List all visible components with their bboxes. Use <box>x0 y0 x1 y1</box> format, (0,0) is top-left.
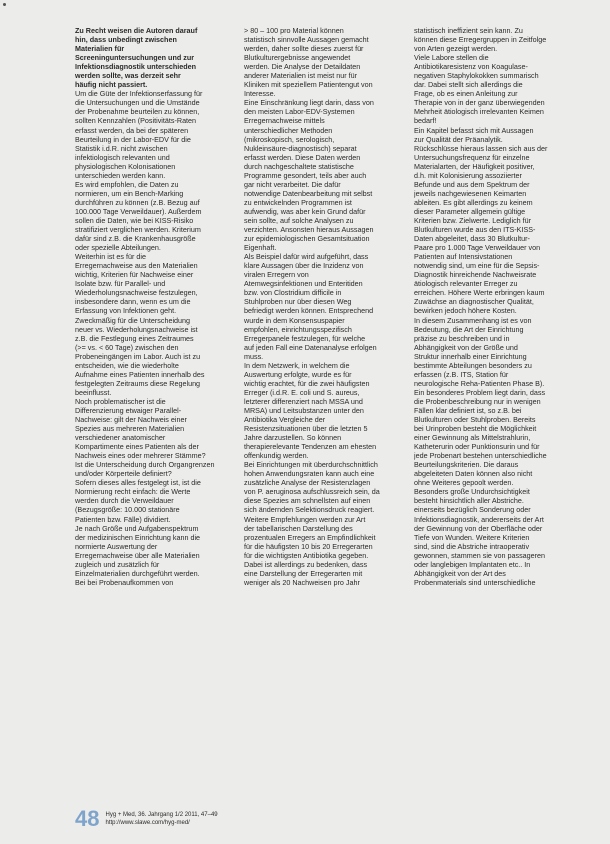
text-line: Frage, ob es einen Anleitung zur <box>414 89 518 99</box>
text-line: ohne Weiteres gepoolt werden. <box>414 478 514 488</box>
text-line: infektiologisch relevanten und <box>75 152 170 162</box>
text-line: Antibiotikaresistenz von Koagulase- <box>414 62 528 72</box>
text-line: werden, daher sollte dieses zuerst für <box>244 44 364 54</box>
text-line: auf jeden Fall eine Datenanalyse erfolgen <box>244 342 377 352</box>
text-line: gewonnen, stammen sie von passageren <box>414 550 546 560</box>
text-line: der tabellarischen Darstellung des <box>244 523 353 533</box>
text-line: 100.000 Tage Verweildauer). Außerdem <box>75 206 202 216</box>
text-line: besteht hinsichtlich aller Abstriche. <box>414 496 524 506</box>
text-line: zusätzliche Analyse der Resistenzlagen <box>244 478 371 488</box>
text-line: Zuwächse an diagnostischer Qualität, <box>414 297 534 307</box>
text-line: In diesem Zusammenhang ist es von <box>414 315 532 325</box>
text-line: stratifiziert verglichen werden. Kriterium <box>75 225 201 235</box>
text-line: sollten Kennzahlen (Positivitäts-Raten <box>75 116 197 126</box>
text-line: Mehrheit ätiologisch irrelevanten Keimen <box>414 107 544 117</box>
text-line: Eine Einschränkung liegt darin, dass von <box>244 98 374 108</box>
text-line: Ein besonderes Problem liegt darin, dass <box>414 387 546 397</box>
text-line: Statistik i.d.R. nicht zwischen <box>75 143 168 153</box>
text-line: diese Spezies am schnellsten auf einen <box>244 496 371 506</box>
text-line: bei Urinproben besteht die Möglichkeit <box>414 424 537 434</box>
text-line: viralen Erregern von <box>244 270 309 280</box>
text-line: durch nachgeschaltete statistische <box>244 161 354 171</box>
text-line: werden. Die Analyse der Detaildaten <box>244 62 361 72</box>
text-line: ätiologisch relevanter Erreger zu <box>414 279 518 289</box>
text-line: für die wichtigsten Antibiotika gegeben. <box>244 550 369 560</box>
lead-line: häufig nicht passiert. <box>75 80 148 90</box>
text-line: präzise zu beschreiben und in <box>414 333 510 343</box>
text-line: die Probenbeschreibung nur in wenigen <box>414 396 541 406</box>
text-line: Spezies aus mehreren Materialien <box>75 424 185 434</box>
text-line: (>= vs. < 60 Tage) zwischen den <box>75 342 179 352</box>
text-line: Befunde und aus dem Spektrum der <box>414 179 530 189</box>
text-line: d.h. mit Kolonisierung assoziierter <box>414 170 522 180</box>
text-line: Kompartimente eines Patienten als der <box>75 442 199 452</box>
text-line: neurologische Reha-Patienten Phase B). <box>414 378 545 388</box>
text-line: Bedeutung, die Art der Einrichtung <box>414 324 524 334</box>
text-line: unterschiedlicher Methoden <box>244 125 333 135</box>
text-line: statistisch ineffizient sein kann. Zu <box>414 26 523 35</box>
text-line: normierte Auswertung der <box>75 541 158 551</box>
text-line: der Gewinnung von der Oberfläche oder <box>414 523 543 533</box>
lead-paragraph <box>75 26 238 89</box>
text-line: Wiederholungsnachweise festzulegen, <box>75 288 198 298</box>
text-line: Stuhlproben nur über diesen Weg <box>244 297 352 307</box>
text-line: verschiedener anatomischer <box>75 433 166 443</box>
text-line: prozentualen Erregers an Empfindlichkeit <box>244 532 376 542</box>
text-line: Differenzierung etwaiger Parallel- <box>75 405 182 415</box>
text-line: weniger als 20 Nachweisen pro Jahr <box>244 577 360 587</box>
text-line: Eigenhaft. <box>244 243 277 253</box>
text-line: verzichten. Ansonsten hieraus Aussagen <box>244 225 374 235</box>
text-line: oder spezielle Abteilungen. <box>75 243 161 253</box>
text-line: Programme gesondert, teils aber auch <box>244 170 367 180</box>
journal-citation: Hyg + Med, 36. Jahrgang 1/2 2011, 47–49 <box>105 812 218 818</box>
text-line: entscheiden, wie die wiederholte <box>75 360 179 370</box>
text-line: Therapie von in der ganz überwiegenden <box>414 98 545 108</box>
text-line: Blutkulturen oder Stuhlproben. Bereits <box>414 415 536 425</box>
text-line: Nachweise: gilt der Nachweis einer <box>75 415 187 425</box>
text-line: für die häufigsten 10 bis 20 Erregerarten <box>244 541 373 551</box>
text-line: notwendige Datenbearbeitung mit selbst <box>244 188 373 198</box>
text-line: Ein Kapitel befasst sich mit Aussagen <box>414 125 534 135</box>
text-line: Materialarten, der Häufigkeit positiver, <box>414 161 535 171</box>
text-line: werden durch die Verweildauer <box>75 496 174 506</box>
text-line: Interesse. <box>244 89 276 99</box>
column-2-body <box>244 26 407 587</box>
lead-line: hin, dass unbedingt zwischen <box>75 35 177 45</box>
text-line: ableiten. Es gibt allerdings zu keinem <box>414 197 533 207</box>
text-line: bedarf! <box>414 116 437 126</box>
text-line: Kliniken mit speziellem Patientengut von <box>244 80 373 90</box>
text-line: Weitere Empfehlungen werden zur Art <box>244 514 366 524</box>
text-line: durchführen zu können (z.B. Bezug auf <box>75 197 200 207</box>
text-line: normieren, um ein Bench-Marking <box>75 188 184 198</box>
text-line: bestimmte Abteilungen besonders zu <box>414 360 532 370</box>
text-line: therapierelevante Tendenzen am ehesten <box>244 442 377 452</box>
text-line: Aufnahme eines Patienten innerhalb des <box>75 369 205 379</box>
text-line: Daten abgeleitet, dass 30 Blutkultur- <box>414 234 530 244</box>
text-line: Erregernachweise aus den Materialien <box>75 261 198 271</box>
text-column-3 <box>414 26 580 766</box>
text-line: einer Gewinnung als Mittelstrahlurin, <box>414 433 531 443</box>
text-line: Probeneingängen im Labor. Auch ist zu <box>75 351 201 361</box>
text-line: Fällen klar definiert ist, so z.B. bei <box>414 405 522 415</box>
column-1-body <box>75 89 238 587</box>
text-line: Auswertung erfolgte, wurde es für <box>244 369 352 379</box>
text-line: der Probenahme beurteilen zu können, <box>75 107 200 117</box>
text-line: können diese Erregergruppen in Zeitfolge <box>414 35 547 45</box>
text-line: Bei Einrichtungen mit überdurchschnittlich <box>244 460 378 470</box>
text-line: Blutkulturen wurde aus den ITS-KISS- <box>414 225 536 235</box>
text-line: befriedigt werden können. Entsprechend <box>244 306 374 316</box>
text-line: Erfassung von Infektionen geht. <box>75 306 177 316</box>
text-line: erreichen. Höhere Werte erbringen kaum <box>414 288 545 298</box>
text-line: und/oder Körperteile definiert? <box>75 469 172 479</box>
text-line: oder langlebigen Implantaten etc.. In <box>414 559 531 569</box>
text-line: sind, sind die Abstriche intraoperativ <box>414 541 530 551</box>
text-line: Als Beispiel dafür wird aufgeführt, dass <box>244 252 369 262</box>
text-line: Dabei ist allerdings zu bedenken, dass <box>244 559 368 569</box>
text-line: Nukleinsäure-diagnostisch) separat <box>244 143 357 153</box>
text-line: muss. <box>244 351 264 361</box>
text-line: Probenmaterials sind unterschiedliche <box>414 577 536 587</box>
text-line: Untersuchungsfrequenz für einzelne <box>414 152 530 162</box>
text-line: sich ändernden Selektionsdruck reagiert. <box>244 505 375 515</box>
lead-line: Materialien für <box>75 44 125 54</box>
footer-citation-block <box>105 808 217 827</box>
text-line: Es wird empfohlen, die Daten zu <box>75 179 179 189</box>
text-line: Patienten auf Intensivstationen <box>414 252 513 262</box>
text-line: Antibiotika Vergleiche der <box>244 415 326 425</box>
text-line: gar nicht verarbeitet. Die dafür <box>244 179 341 189</box>
text-line: die Untersuchungen und die Umstände <box>75 98 200 108</box>
text-line: zugleich und zusätzlich für <box>75 559 160 569</box>
lead-line: Infektionsdiagnostik unterschieden <box>75 62 197 72</box>
text-line: physiologischen Kolonisationen <box>75 161 176 171</box>
text-line: dafür sind z.B. die Krankenhausgröße <box>75 234 196 244</box>
text-line: erfassen (z.B. ITS, Station für <box>414 369 509 379</box>
text-line: offenkundig werden. <box>244 451 309 461</box>
text-line: dar. Dabei stellt sich allerdings die <box>414 80 523 90</box>
lead-line: Screeninguntersuchungen und zur <box>75 53 195 63</box>
text-line: den meisten Labor-EDV-Systemen <box>244 107 355 117</box>
text-line: Infektionsdiagnostik, andererseits der Art <box>414 514 544 524</box>
text-line: Kriterien bzw. Zielwerte. Lediglich für <box>414 215 532 225</box>
text-line: Viele Labore stellen die <box>414 53 489 63</box>
text-line: festgelegten Zeitraums diese Regelung <box>75 378 201 388</box>
text-line: Je nach Größe und Aufgabenspektrum <box>75 523 199 533</box>
text-line: Erregernachweise mittels <box>244 116 325 126</box>
text-line: Isolate bzw. für Parallel- und <box>75 279 166 289</box>
text-line: der medizinischen Einrichtung kann die <box>75 532 201 542</box>
text-line: Besonders große Undurchsichtigkeit <box>414 487 530 497</box>
text-line: Blutkulturergebnisse angewendet <box>244 53 351 63</box>
text-line: Resistenzsituationen über die letzten 5 <box>244 424 368 434</box>
text-line: eine Darstellung der Erregerarten mit <box>244 568 363 578</box>
text-line: aufwendig, was aber kein Grund dafür <box>244 206 366 216</box>
text-line: Erregernachweise über alle Materialien <box>75 550 200 560</box>
text-line: > 80 – 100 pro Material können <box>244 26 344 35</box>
text-line: letzterer differenziert nach MSSA und <box>244 396 363 406</box>
text-line: Abhängigkeit von der Art des <box>414 568 506 578</box>
text-line: Paare pro 1.000 Tage Verweildauer von <box>414 243 541 253</box>
text-line: Weiterhin ist es für die <box>75 252 146 262</box>
text-line: zur epidemiologischen Gesamtsituation <box>244 234 370 244</box>
text-line: klare Aussagen über die Inzidenz von <box>244 261 364 271</box>
text-line: erfasst werden, da bei der späteren <box>75 125 189 135</box>
text-line: Zweckmäßig für die Unterscheidung <box>75 315 191 325</box>
text-line: z.B. die Festlegung eines Zeitraumes <box>75 333 194 343</box>
text-line: Sofern dieses alles festgelegt ist, ist die <box>75 478 201 488</box>
text-line: sein sollte, auf solche Analysen zu <box>244 215 354 225</box>
text-line: abgeleiteten Daten können also nicht <box>414 469 533 479</box>
scan-speck <box>3 3 6 6</box>
text-line: unterschieden werden kann. <box>75 170 166 180</box>
text-line: hohen Anwendungsraten kann auch eine <box>244 469 375 479</box>
text-line: zur Qualität der Präanalytik. <box>414 134 503 144</box>
text-line: von P. aeruginosa aufschlussreich sein, da <box>244 487 380 497</box>
text-line: MRSA) und Leitsubstanzen unter den <box>244 405 364 415</box>
text-line: negativen Staphylokokken summarisch <box>414 71 539 81</box>
text-line: insbesondere dann, wenn es um die <box>75 297 191 307</box>
journal-url: http://www.slawe.com/hyg-med/ <box>105 819 190 826</box>
text-line: Rückschlüsse hieraus lassen sich aus der <box>414 143 548 153</box>
page-footer <box>75 808 218 840</box>
text-line: Abhängigkeit von der Größe und <box>414 342 518 352</box>
text-line: (mikroskopisch, serologisch, <box>244 134 335 144</box>
text-line: Katheterurin oder Punktionsurin und für <box>414 442 540 452</box>
text-line: Jahre darzustellen. So können <box>244 433 342 443</box>
text-line: Patienten bzw. Fälle) dividiert. <box>75 514 171 524</box>
lead-line: werden sollte, was derzeit sehr <box>75 71 181 81</box>
text-line: jede Probenart bestehen unterschiedliche <box>414 451 547 461</box>
page-number: 48 <box>75 806 100 831</box>
text-line: einerseits bezüglich Sonderung oder <box>414 505 531 515</box>
text-line: zu entwickelnden Programmen ist <box>244 197 352 207</box>
text-line: Beurteilungskriterien. Die daraus <box>414 460 519 470</box>
text-line: bzw. von Clostridium difficile in <box>244 288 342 298</box>
text-line: Diagnostik hinreichende Nachweisrate <box>414 270 537 280</box>
text-line: bewirken jedoch höhere Kosten. <box>414 306 517 316</box>
text-line: Normierung recht einfach: die Werte <box>75 487 191 497</box>
text-line: notwendig sind, um eine für die Sepsis- <box>414 261 540 271</box>
column-3-body <box>414 26 580 587</box>
text-line: Tiefe von Wunden. Weitere Kriterien <box>414 532 530 542</box>
text-line: anderer Materialien ist meist nur für <box>244 71 358 81</box>
text-line: statistisch sinnvolle Aussagen gemacht <box>244 35 369 45</box>
text-line: Einzelmaterialien durchgeführt werden. <box>75 568 200 578</box>
text-column-2 <box>244 26 407 781</box>
text-line: wichtig, Kriterien für Nachweise einer <box>75 270 194 280</box>
text-line: Beurteilung in der Labor-EDV für die <box>75 134 191 144</box>
text-line: Um die Güte der Infektionserfassung für <box>75 89 203 99</box>
text-line: wurde in dem Konsensuspapier <box>244 315 345 325</box>
text-line: jeweils nachgewiesenen Keimarten <box>414 188 527 198</box>
text-line: neuer vs. Wiederholungsnachweise ist <box>75 324 198 334</box>
text-line: sollen die Daten, wie bei KISS-Risiko <box>75 215 194 225</box>
text-line: (Bezugsgröße: 10.000 stationäre <box>75 505 180 515</box>
text-line: empfohlen, einrichtungsspezifisch <box>244 324 352 334</box>
text-line: Erreger (i.d.R. E. coli und S. aureus, <box>244 387 360 397</box>
lead-line: Zu Recht weisen die Autoren darauf <box>75 26 198 35</box>
text-line: dieser Parameter allgemein gültige <box>414 206 526 216</box>
text-line: Noch problematischer ist die <box>75 396 166 406</box>
text-line: erfasst werden. Diese Daten werden <box>244 152 361 162</box>
text-line: von Arten gezeigt werden. <box>414 44 498 54</box>
text-line: Struktur innerhalb einer Einrichtung <box>414 351 527 361</box>
text-line: beeinflusst. <box>75 387 112 397</box>
text-line: Erregerpanele festzulegen, für welche <box>244 333 366 343</box>
text-line: Ist die Unterscheidung durch Organgrenzen <box>75 460 215 470</box>
text-column-1 <box>75 26 238 818</box>
text-line: Bei bei Probenaufkommen von <box>75 577 174 587</box>
text-line: Atemwegsinfektionen und Enteritiden <box>244 279 363 289</box>
text-line: In dem Netzwerk, in welchem die <box>244 360 350 370</box>
text-line: wichtig erachtet, für die zwei häufigsten <box>244 378 370 388</box>
text-line: Nachweis eines oder mehrerer Stämme? <box>75 451 206 461</box>
